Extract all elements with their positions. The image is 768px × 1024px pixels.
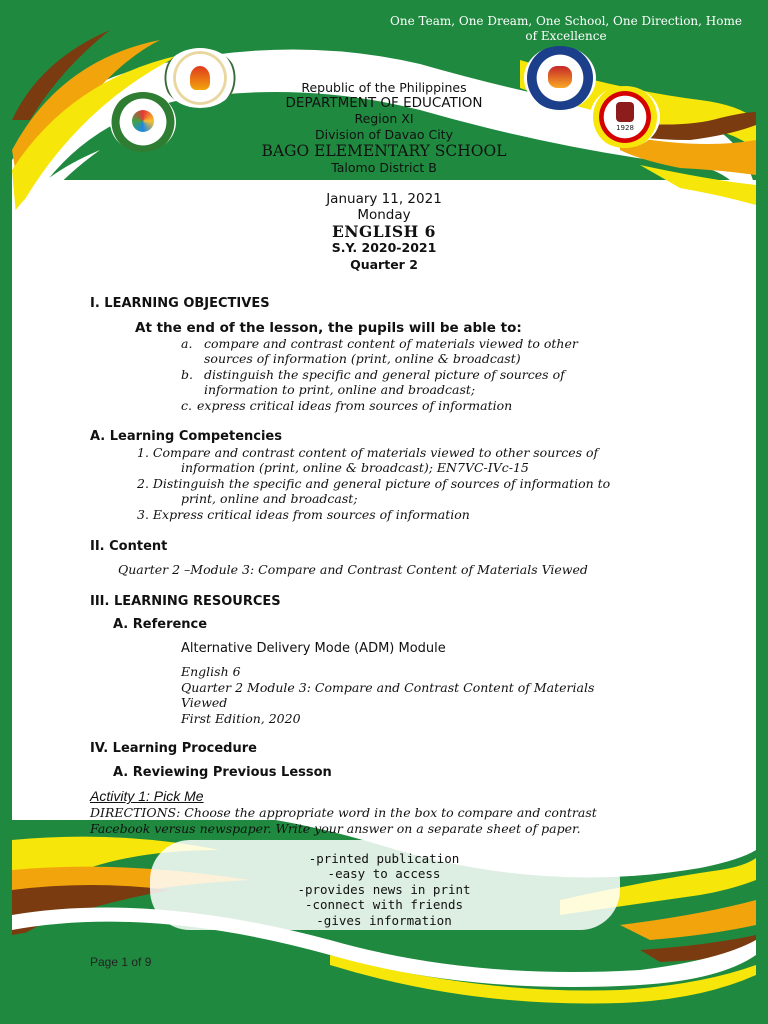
school-name: BAGO ELEMENTARY SCHOOL bbox=[261, 142, 507, 160]
subject-title: ENGLISH 6 bbox=[332, 222, 436, 241]
reference-line-4: First Edition, 2020 bbox=[181, 711, 301, 726]
activity-title: Activity 1: Pick Me bbox=[90, 788, 204, 804]
reference-line-3: Viewed bbox=[181, 695, 228, 710]
reference-heading: A. Reference bbox=[113, 617, 208, 632]
quarter-label: Quarter 2 bbox=[350, 257, 418, 272]
competencies-heading: A. Learning Competencies bbox=[90, 429, 282, 444]
procedure-heading: IV. Learning Procedure bbox=[90, 741, 257, 756]
adm-title: Alternative Delivery Mode (ADM) Module bbox=[181, 641, 446, 656]
competency-1-line2: information (print, online & broadcast); EN7VC-IVc-15 bbox=[181, 460, 529, 475]
lesson-day: Monday bbox=[357, 207, 411, 223]
word-box-item: -easy to access bbox=[327, 866, 441, 881]
objective-b-marker: b. bbox=[181, 367, 193, 382]
review-heading: A. Reviewing Previous Lesson bbox=[113, 765, 332, 780]
objectives-intro: At the end of the lesson, the pupils will be able to: bbox=[135, 320, 522, 336]
competency-1-line1: 1. Compare and contrast content of materials viewed to other sources of bbox=[137, 445, 599, 460]
activity-directions-line2: Facebook versus newspaper. Write your answer on a separate sheet of paper. bbox=[90, 821, 581, 836]
content-heading: II. Content bbox=[90, 539, 168, 554]
lesson-date: January 11, 2021 bbox=[326, 191, 442, 207]
objective-a-marker: a. bbox=[181, 336, 193, 351]
school-tagline: One Team, One Dream, One School, One Direction, Home of Excellence bbox=[390, 14, 742, 43]
resources-heading: III. LEARNING RESOURCES bbox=[90, 594, 281, 609]
division-line: Division of Davao City bbox=[315, 127, 453, 142]
district-line: Talomo District B bbox=[331, 160, 437, 175]
word-box-item: -printed publication bbox=[308, 851, 460, 866]
objective-a-line1: compare and contrast content of materials viewed to other bbox=[204, 336, 578, 351]
bago-seal-year: 1928 bbox=[616, 124, 634, 132]
school-year: S.Y. 2020-2021 bbox=[331, 240, 437, 255]
activity-directions-line1: DIRECTIONS: Choose the appropriate word in the box to compare and contrast bbox=[90, 805, 597, 820]
page-number: Page 1 of 9 bbox=[90, 955, 152, 969]
objective-a-line2: sources of information (print, online & broadcast) bbox=[204, 351, 521, 366]
word-box-item: -provides news in print bbox=[297, 882, 471, 897]
objective-c-line1: express critical ideas from sources of information bbox=[197, 398, 513, 413]
objective-b-line1: distinguish the specific and general picture of sources of bbox=[204, 367, 565, 382]
word-box-item: -connect with friends bbox=[304, 897, 464, 912]
word-box-item: -gives information bbox=[316, 913, 452, 928]
competency-2-line2: print, online and broadcast; bbox=[181, 491, 358, 506]
republic-line: Republic of the Philippines bbox=[301, 80, 467, 95]
objectives-heading: I. LEARNING OBJECTIVES bbox=[90, 296, 270, 311]
objective-c-marker: c. bbox=[181, 398, 192, 413]
region-line: Region XI bbox=[354, 111, 414, 126]
objective-b-line2: information to print, online and broadcast; bbox=[204, 382, 476, 397]
competency-2-line1: 2. Distinguish the specific and general picture of sources of information to bbox=[137, 476, 611, 491]
competency-3-line1: 3. Express critical ideas from sources of information bbox=[137, 507, 470, 522]
content-text: Quarter 2 –Module 3: Compare and Contrast Content of Materials Viewed bbox=[118, 562, 588, 577]
reference-line-1: English 6 bbox=[181, 664, 241, 679]
department-line: DEPARTMENT OF EDUCATION bbox=[285, 95, 483, 111]
reference-line-2: Quarter 2 Module 3: Compare and Contrast Content of Materials bbox=[181, 680, 595, 695]
